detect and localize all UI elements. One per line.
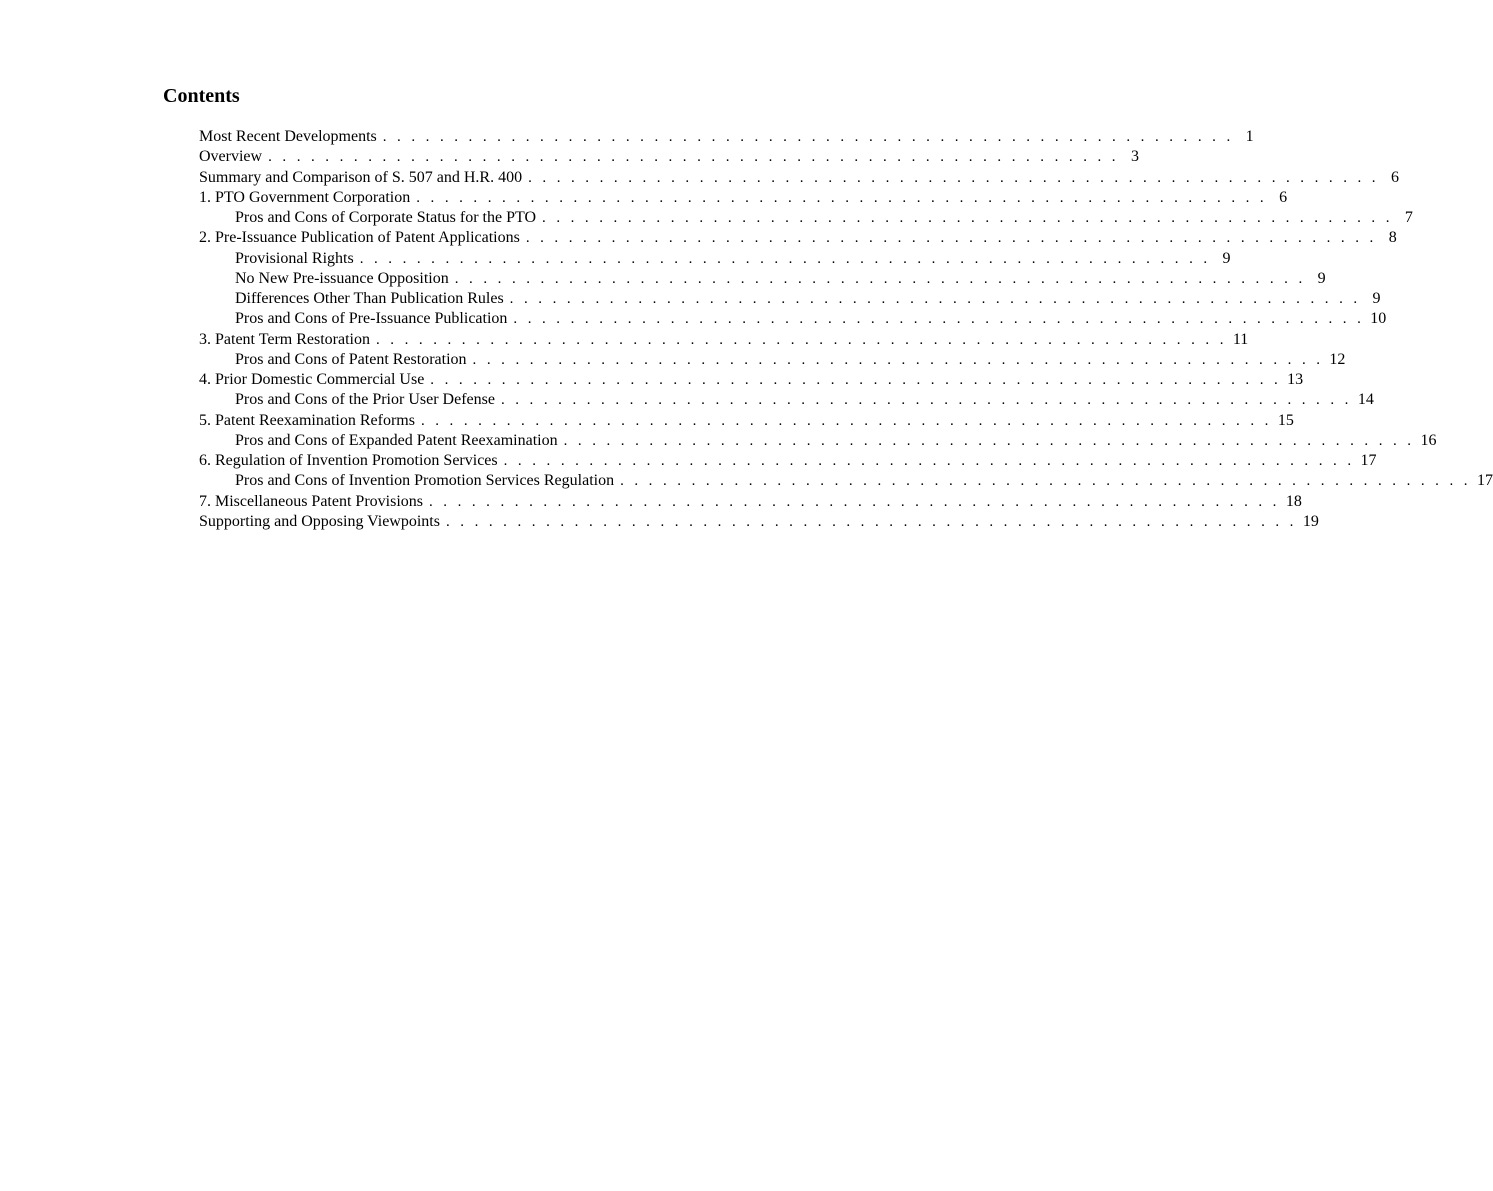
toc-entry — [199, 147, 1139, 167]
toc-entry-page-number: 1 — [1245, 128, 1254, 145]
toc-dot-leader: . . . . . . . . . . . . . . . . . . . . . . . . . . . . . . . . . . . . . . . . . . . . . . . . . . . . . . . . . . . . — [620, 473, 1471, 490]
toc-dot-leader: . . . . . . . . . . . . . . . . . . . . . . . . . . . . . . . . . . . . . . . . . . . . . . . . . . . . . . . . . . . . — [454, 270, 1306, 287]
toc-entry-title: 2. Pre-Issuance Publication of Patent Applications — [199, 229, 520, 247]
toc-entry-page-number: 14 — [1357, 391, 1374, 409]
toc-entry-title: Differences Other Than Publication Rules — [235, 290, 504, 307]
toc-dot-leader: . . . . . . . . . . . . . . . . . . . . . . . . . . . . . . . . . . . . . . . . . . . . . . . . . . . . . . . . . . . . — [376, 331, 1227, 348]
toc-entry-title: 3. Patent Term Restoration — [199, 330, 370, 348]
toc-entry-title: Pros and Cons of Expanded Patent Reexamination — [235, 431, 558, 449]
toc-entry-page-number: 13 — [1287, 371, 1304, 388]
toc-entry-page-number: 11 — [1232, 330, 1249, 348]
toc-entry — [199, 269, 1326, 289]
toc-entry — [199, 330, 1249, 350]
toc-entry-title: Provisional Rights — [235, 249, 354, 267]
toc-entry — [199, 451, 1377, 471]
toc-entry — [199, 390, 1374, 410]
toc-entry-page-number: 7 — [1404, 209, 1413, 226]
toc-dot-leader: . . . . . . . . . . . . . . . . . . . . . . . . . . . . . . . . . . . . . . . . . . . . . . . . . . . . . . . . . . . . — [382, 129, 1234, 145]
toc-entry — [199, 350, 1346, 370]
toc-entry — [199, 249, 1231, 269]
toc-entry-title: 6. Regulation of Invention Promotion Services — [199, 452, 498, 469]
contents-heading: Contents — [163, 85, 240, 107]
toc-dot-leader: . . . . . . . . . . . . . . . . . . . . . . . . . . . . . . . . . . . . . . . . . . . . . . . . . . . . . . . . . . . . — [509, 291, 1361, 307]
toc-entry-page-number: 6 — [1390, 168, 1399, 186]
toc-entry-title: Pros and Cons of Corporate Status for the PTO — [235, 209, 537, 226]
toc-dot-leader: . . . . . . . . . . . . . . . . . . . . . . . . . . . . . . . . . . . . . . . . . . . . . . . . . . . . . . . . . . . . — [430, 372, 1282, 388]
toc-entry-title: 1. PTO Government Corporation — [199, 188, 411, 206]
toc-entry-title: Pros and Cons of Patent Restoration — [235, 350, 467, 368]
toc-dot-leader: . . . . . . . . . . . . . . . . . . . . . . . . . . . . . . . . . . . . . . . . . . . . . . . . . . . . . . . . . . . . — [445, 513, 1297, 530]
toc-entry — [199, 411, 1294, 431]
toc-dot-leader: . . . . . . . . . . . . . . . . . . . . . . . . . . . . . . . . . . . . . . . . . . . . . . . . . . . . . . . . . . . . — [542, 210, 1393, 226]
toc-entry — [199, 188, 1288, 208]
toc-entry — [199, 289, 1381, 309]
toc-entry-page-number: 8 — [1388, 229, 1397, 247]
toc-dot-leader: . . . . . . . . . . . . . . . . . . . . . . . . . . . . . . . . . . . . . . . . . . . . . . . . . . . . . . . . . . . . — [500, 392, 1352, 409]
toc-entry — [199, 471, 1493, 491]
toc-entry — [199, 168, 1399, 188]
toc-entry-title: Summary and Comparison of S. 507 and H.R. 400 — [199, 168, 523, 186]
toc-entry-page-number: 18 — [1285, 492, 1302, 510]
toc-entry-page-number: 17 — [1476, 472, 1493, 490]
toc-entry-title: Pros and Cons of Pre-Issuance Publication — [235, 310, 508, 328]
toc-entry — [199, 492, 1302, 512]
toc-entry-page-number: 12 — [1329, 350, 1346, 368]
toc-entry-page-number: 9 — [1317, 269, 1326, 287]
toc-entry-title: No New Pre-issuance Opposition — [235, 269, 449, 287]
toc-entry-page-number: 15 — [1277, 411, 1294, 429]
toc-dot-leader: . . . . . . . . . . . . . . . . . . . . . . . . . . . . . . . . . . . . . . . . . . . . . . . . . . . . . . . . . . . . — [428, 493, 1280, 510]
toc-dot-leader: . . . . . . . . . . . . . . . . . . . . . . . . . . . . . . . . . . . . . . . . . . . . . . . . . . . . . . . . . . . . — [359, 250, 1211, 267]
toc-entry-page-number: 19 — [1302, 512, 1319, 530]
toc-entry-title: Pros and Cons of the Prior User Defense — [235, 391, 495, 409]
toc-entry — [199, 208, 1413, 228]
toc-entry — [199, 431, 1437, 451]
toc-dot-leader: . . . . . . . . . . . . . . . . . . . . . . . . . . . . . . . . . . . . . . . . . . . . . . . . . . . . . . . . . . . . — [503, 453, 1355, 469]
toc-dot-leader: . . . . . . . . . . . . . . . . . . . . . . . . . . . . . . . . . . . . . . . . . . . . . . . . . . . . . . . . . . . . — [513, 311, 1365, 328]
toc-entry-title: Most Recent Developments — [199, 128, 377, 145]
toc-entry-page-number: 9 — [1372, 290, 1381, 307]
toc-dot-leader: . . . . . . . . . . . . . . . . . . . . . . . . . . . . . . . . . . . . . . . . . . . . . . . . . . . . . . . . . . . . — [472, 351, 1324, 368]
toc-entry — [199, 309, 1387, 329]
toc-dot-leader: . . . . . . . . . . . . . . . . . . . . . . . . . . . . . . . . . . . . . . . . . . . . . . . . . . . . . . . . . . . . — [563, 432, 1415, 449]
toc-entry — [199, 370, 1304, 390]
toc-entry-title: Overview — [199, 148, 263, 166]
toc-entry-title: 7. Miscellaneous Patent Provisions — [199, 492, 423, 510]
toc-entry — [199, 512, 1319, 532]
toc-dot-leader: . . . . . . . . . . . . . . . . . . . . . . . . . . . . . . . . . . . . . . . . . . . . . . . . . . . . . . . . . . . . — [268, 149, 1119, 166]
toc-dot-leader: . . . . . . . . . . . . . . . . . . . . . . . . . . . . . . . . . . . . . . . . . . . . . . . . . . . . . . . . . . . . — [416, 189, 1268, 206]
toc-dot-leader: . . . . . . . . . . . . . . . . . . . . . . . . . . . . . . . . . . . . . . . . . . . . . . . . . . . . . . . . . . . . — [528, 169, 1379, 186]
toc-entry — [199, 228, 1397, 248]
toc-entry-page-number: 3 — [1130, 148, 1139, 166]
toc-entry-title: Supporting and Opposing Viewpoints — [199, 512, 440, 530]
toc-entry-page-number: 16 — [1420, 431, 1437, 449]
toc-entry-page-number: 6 — [1279, 188, 1288, 206]
toc-dot-leader: . . . . . . . . . . . . . . . . . . . . . . . . . . . . . . . . . . . . . . . . . . . . . . . . . . . . . . . . . . . . — [420, 412, 1272, 429]
toc-dot-leader: . . . . . . . . . . . . . . . . . . . . . . . . . . . . . . . . . . . . . . . . . . . . . . . . . . . . . . . . . . . . — [525, 230, 1377, 247]
toc-entry-title: 4. Prior Domestic Commercial Use — [199, 371, 425, 388]
toc-entry-page-number: 17 — [1360, 452, 1377, 469]
toc-entry-page-number: 10 — [1370, 310, 1387, 328]
toc-entry — [199, 127, 1254, 147]
toc-entry-page-number: 9 — [1222, 249, 1231, 267]
toc-entry-title: 5. Patent Reexamination Reforms — [199, 411, 415, 429]
toc-entry-title: Pros and Cons of Invention Promotion Services Regulation — [235, 472, 615, 490]
table-of-contents — [199, 127, 1493, 532]
